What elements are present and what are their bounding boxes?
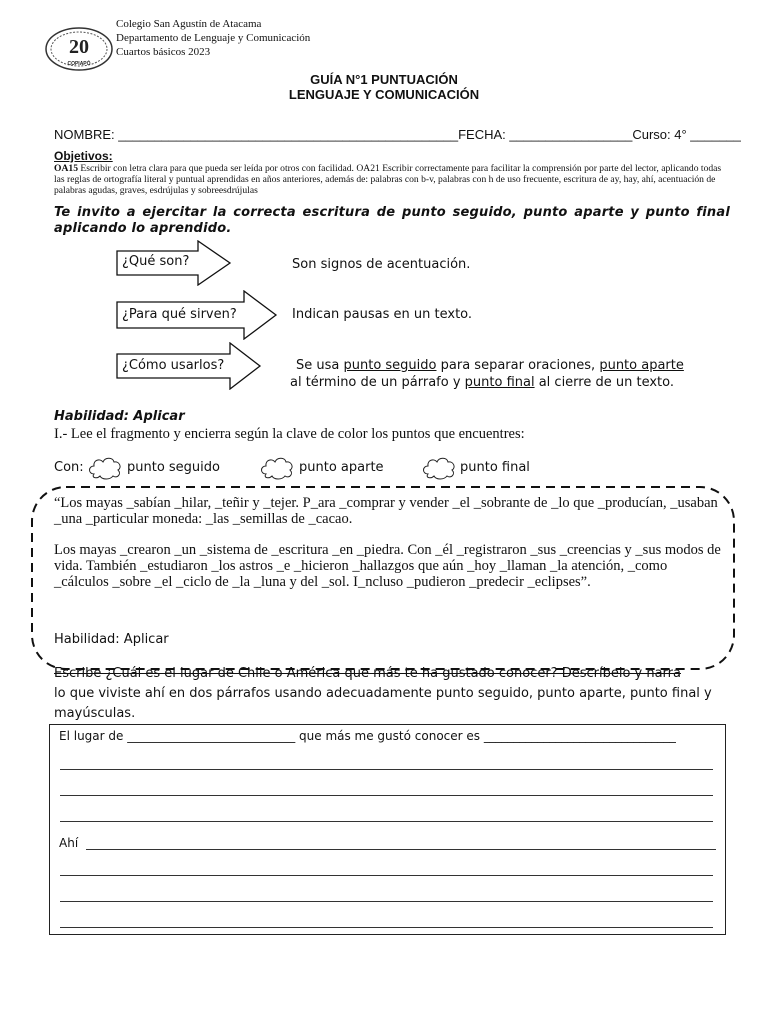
lugar-label-2: que más me gustó conocer es [295,729,484,743]
concept-answer-line2 [290,375,674,390]
writing-line[interactable] [60,821,713,822]
answer-underlined: punto final [464,375,535,390]
objectives-text [54,163,730,196]
color-key-punto-seguido: punto seguido [127,460,220,475]
answer-underlined: punto aparte [599,358,684,373]
writing-line-lugar [59,729,676,743]
lugar-blank-2[interactable]: ________________________________ [483,729,676,743]
cloud-icon[interactable] [420,454,458,482]
answer-text: al cierre de un texto. [534,375,674,390]
fragment-paragraph-2: Los mayas _crearon _un _sistema de _escritura _en _piedra. Con _él _registraron _sus _creencias y _sus modos de vida. También _estudiaron _los astros _e _hicieron _hallazgos que aún _hoy _llaman _la atención, _como _cálculos _sobre _el _ciclo de _la _luna y del _sol. I_ncluso _pudieron _predecir _eclipses”. [54,542,721,590]
concept-answer: Son signos de acentuación. [292,257,471,272]
school-logo [44,26,114,72]
concept-question: ¿Cómo usarlos? [122,358,225,373]
cloud-icon[interactable] [258,454,296,482]
writing-line[interactable] [60,769,713,770]
answer-text: al término de un párrafo y [290,375,465,390]
writing-line[interactable] [60,875,713,876]
writing-line[interactable] [60,901,713,902]
color-key-punto-final: punto final [460,460,530,475]
lugar-blank[interactable]: ____________________________ [127,729,296,743]
department-name: Departamento de Lenguaje y Comunicación [116,32,311,44]
writing-line[interactable] [60,927,713,928]
concept-question: ¿Qué son? [122,254,190,269]
answer-underlined: punto seguido [343,358,437,373]
answer-text: Se usa [296,358,344,373]
concept-arrow-what [116,240,232,286]
ahi-label: Ahí [59,836,79,850]
fecha-label: FECHA: [458,127,510,142]
writing-instruction [54,664,730,724]
oa15-code: OA15 [54,163,78,174]
guide-title: GUÍA N°1 PUNTUACIÓN [310,72,458,87]
guide-subtitle: LENGUAJE Y COMUNICACIÓN [288,87,480,102]
concept-question: ¿Para qué sirven? [122,307,237,322]
student-info-row [54,127,741,142]
nombre-label: NOMBRE: [54,127,119,142]
skill-heading: Habilidad: Aplicar [54,632,169,647]
instruction-struck: Escribe ¿Cuál es el lugar de Chile o América que más te ha gustado conocer? Descríbelo y narra [54,666,681,681]
nombre-field[interactable]: _______________________________________________ [118,127,459,142]
instruction-rest: lo que viviste ahí en dos párrafos usando adecuadamente punto seguido, punto aparte, punto final y mayúsculas. [54,686,712,721]
oa15-text: Escribir con letra clara para que pueda ser leída por otros con facilidad. [77,163,357,174]
lugar-label: El lugar de [59,729,128,743]
skill-heading: Habilidad: Aplicar [54,409,185,424]
writing-box[interactable] [49,724,726,935]
cloud-icon[interactable] [86,454,124,482]
concept-arrow-usage [116,342,262,388]
objectives-heading: Objetivos: [54,149,113,163]
fecha-field[interactable]: _________________ [509,127,633,142]
grade-year: Cuartos básicos 2023 [116,46,211,58]
activity-instruction: I.- Lee el fragmento y encierra según la clave de color los puntos que encuentres: [54,426,525,442]
concept-answer: Indican pausas en un texto. [292,307,473,322]
invitation-text: Te invito a ejercitar la correcta escritura de punto seguido, punto aparte y punto final aplicando lo aprendido. [54,205,730,236]
color-key-punto-aparte: punto aparte [299,460,384,475]
logo-number: 20 [69,36,89,58]
oa21-text: Escribir correctamente para facilitar la comprensión por parte del lector, aplicando todas las reglas de ortografía literal y puntual aprendidas en años anteriores, además de: palabras con b-v, palabras con h de uso frecuente, escritura de ay, hay, ahí, acentuación de palabras agudas, graves, esdrújulas y sobreesdrújulas [54,163,722,196]
curso-label: Curso: 4° [632,127,691,142]
color-key-label: Con: [54,460,84,475]
school-name: Colegio San Agustín de Atacama [116,18,262,30]
curso-field[interactable]: _______ [690,127,741,142]
concept-answer-line1 [296,358,684,373]
concept-arrow-purpose [116,290,278,336]
fragment-paragraph-1: “Los mayas _sabían _hilar, _teñir y _tejer. P_ara _comprar y vender _el _sobrante de _lo que _producían, _usaban _una _particular moneda: _las _semillas de _cacao. [54,495,718,527]
logo-subtext: COPIAPÓ [67,61,91,67]
answer-text: para separar oraciones, [436,358,600,373]
writing-line[interactable] [60,795,713,796]
oa21-code: OA21 [356,163,380,174]
school-info [116,17,310,59]
writing-line[interactable] [86,849,716,850]
